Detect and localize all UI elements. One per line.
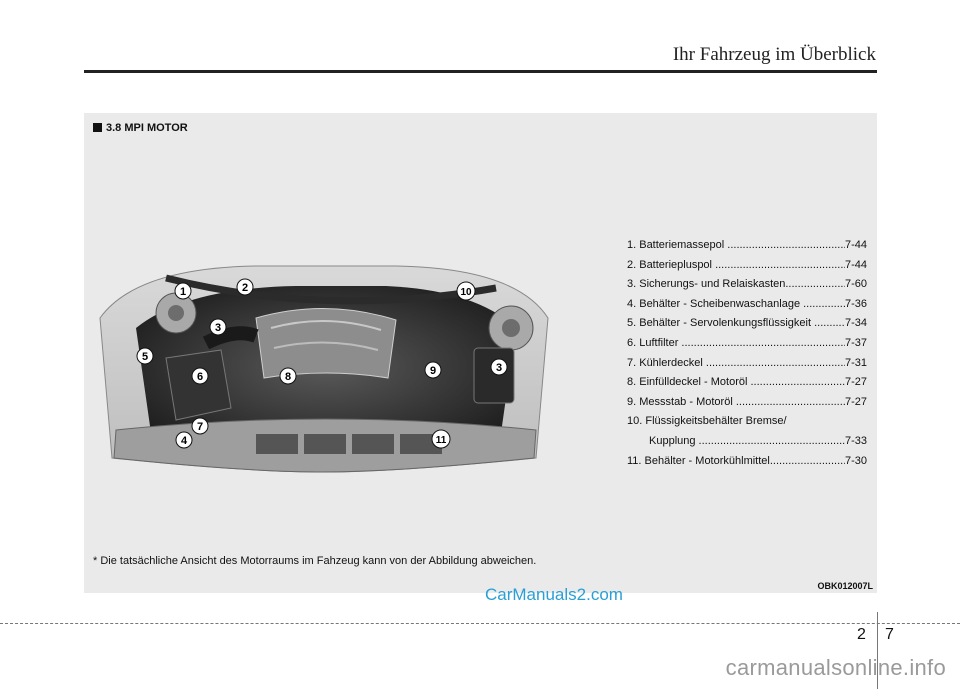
callout-4 — [176, 432, 192, 448]
svg-text:4: 4 — [180, 435, 188, 447]
callout-5 — [137, 348, 153, 364]
list-item: 9. Messstab - Motoröl ..... 7-27 — [627, 393, 867, 413]
list-item: 2. Batteriepluspol ..... 7-44 — [627, 256, 867, 276]
footer-dashed-rule — [0, 623, 960, 624]
svg-text:2: 2 — [241, 282, 249, 294]
list-item: 4. Behälter - Scheibenwaschanlage ..... 7-36 — [627, 295, 867, 315]
footnote: * Die tatsächliche Ansicht des Motorraums im Fahzeug kann von der Abbildung abweichen. — [93, 555, 537, 567]
list-item: Kupplung ..... 7-33 — [627, 432, 867, 452]
list-item: 7. Kühlerdeckel ..... 7-31 — [627, 354, 867, 374]
list-item: 1. Batteriemassepol ..... 7-44 — [627, 236, 867, 256]
list-item: 11. Behälter - Motorkühlmittel ..... 7-30 — [627, 452, 867, 472]
svg-text:5: 5 — [141, 351, 149, 363]
header-rule — [84, 70, 877, 73]
svg-text:6: 6 — [196, 371, 204, 383]
list-item: 6. Luftfilter ..... 7-37 — [627, 334, 867, 354]
svg-text:1: 1 — [179, 286, 187, 298]
list-item: 5. Behälter - Servolenkungsflüssigkeit ..... 7-34 — [627, 314, 867, 334]
svg-text:11: 11 — [435, 435, 447, 446]
svg-text:10: 10 — [460, 287, 472, 298]
list-item: 8. Einfülldeckel - Motoröl ..... 7-27 — [627, 373, 867, 393]
svg-text:7: 7 — [196, 421, 204, 433]
image-code: OBK012007L — [817, 581, 873, 591]
callout-3-right — [491, 359, 507, 375]
callout-3-left — [210, 319, 226, 335]
callout-9 — [425, 362, 441, 378]
page-number: 7 — [885, 626, 894, 643]
callout-7 — [192, 418, 208, 434]
square-bullet-icon — [93, 123, 102, 132]
callout-6 — [192, 368, 208, 384]
callout-8 — [280, 368, 296, 384]
callout-10 — [457, 282, 475, 300]
svg-text:9: 9 — [429, 365, 437, 377]
header-title: Ihr Fahrzeug im Überblick — [672, 44, 876, 65]
svg-text:8: 8 — [284, 371, 292, 383]
watermark-link[interactable]: CarManuals2.com — [485, 585, 623, 604]
page-chapter: 2 — [857, 626, 866, 643]
list-item: 10. Flüssigkeitsbehälter Bremse/ — [627, 415, 787, 428]
svg-text:3: 3 — [214, 322, 222, 334]
site-watermark[interactable]: carmanualsonline.info — [725, 655, 946, 680]
svg-text:3: 3 — [495, 362, 503, 374]
engine-bay-illustration — [96, 258, 553, 476]
component-list — [627, 236, 867, 471]
callout-1 — [175, 283, 191, 299]
list-item: 3. Sicherungs- und Relaiskasten ..... 7-60 — [627, 275, 867, 295]
callout-2 — [237, 279, 253, 295]
callout-11 — [432, 430, 450, 448]
section-title — [93, 122, 188, 134]
section-title-text: 3.8 MPI MOTOR — [106, 122, 188, 134]
